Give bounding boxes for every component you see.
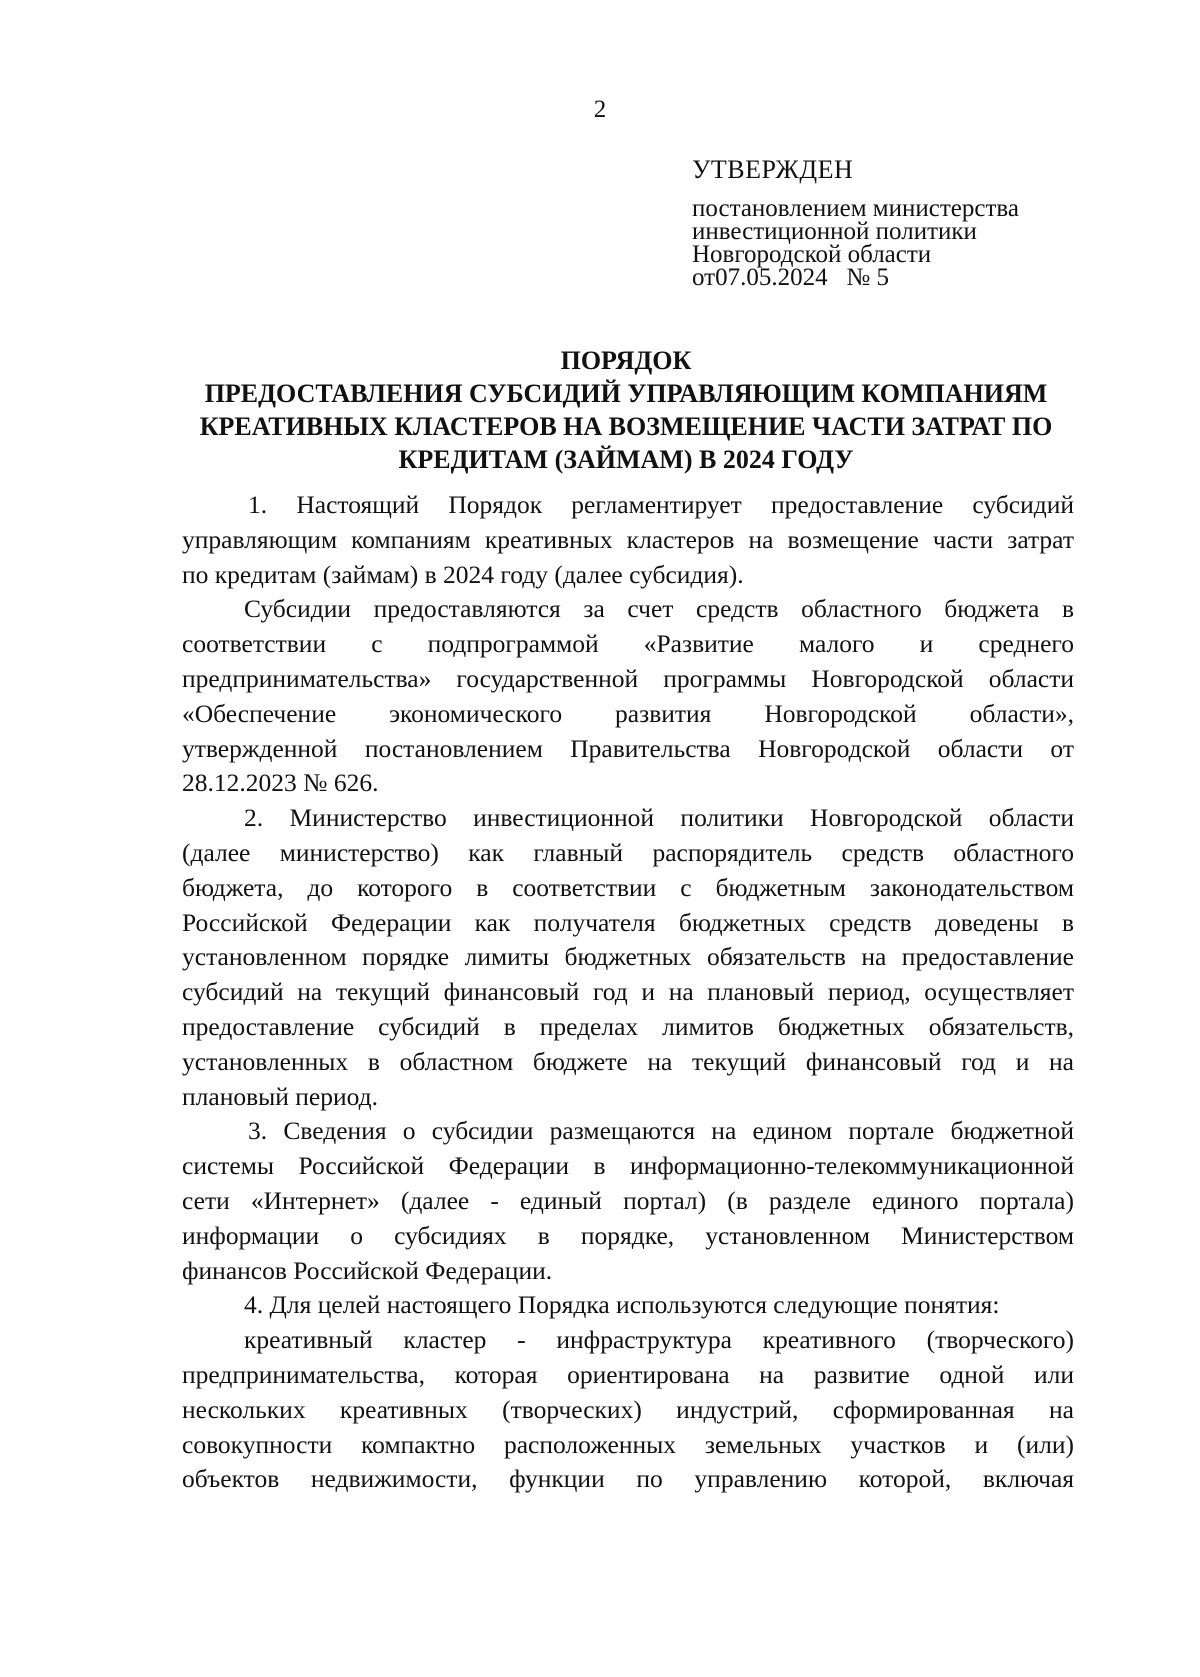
text-line: установленных в областном бюджете на текущий финансовый год и на: [182, 1046, 1074, 1076]
text-line: объектов недвижимости, функции по управлению которой, включая: [182, 1464, 1074, 1494]
heading-line: КРЕАТИВНЫХ КЛАСТЕРОВ НА ВОЗМЕЩЕНИЕ ЧАСТИ ЗАТРАТ ПО: [199, 412, 1053, 441]
text-line: Субсидии предоставляются за счет средств областного бюджета в: [244, 594, 1074, 624]
text-line: 1. Настоящий Порядок регламентирует предоставление субсидий: [248, 490, 1074, 519]
approval-title: УТВЕРЖДЕН: [692, 155, 854, 184]
text-line: (далее министерство) как главный распорядитель средств областного: [182, 837, 1074, 867]
heading-line: ПРЕДОСТАВЛЕНИЯ СУБСИДИЙ УПРАВЛЯЮЩИМ КОМПАНИЯМ: [204, 379, 1048, 408]
text-line: предоставление субсидий в пределах лимитов бюджетных обязательств,: [182, 1011, 1074, 1041]
paragraph-2: [182, 801, 1074, 1114]
text-line: 3. Сведения о субсидии размещаются на едином портале бюджетной: [248, 1116, 1074, 1146]
text-line: предпринимательства, которая ориентирована на развитие одной или: [182, 1359, 1074, 1389]
text-line: информации о субсидиях в порядке, установленном Министерством: [182, 1220, 1074, 1250]
approval-details: [692, 197, 1152, 289]
approval-line: постановлением министерства: [692, 195, 1019, 222]
text-line: 2. Министерство инвестиционной политики Новгородской области: [244, 803, 1074, 833]
text-line: 4. Для целей настоящего Порядка используются следующие понятия:: [244, 1290, 1000, 1320]
heading-line: КРЕДИТАМ (ЗАЙМАМ) В 2024 ГОДУ: [398, 445, 854, 474]
text-line: «Обеспечение экономического развития Новгородской области»,: [182, 698, 1074, 728]
approval-date-number: от07.05.2024 № 5: [692, 264, 889, 291]
text-line: соответствии с подпрограммой «Развитие малого и среднего: [182, 629, 1074, 659]
text-line: 28.12.2023 № 626.: [182, 768, 379, 798]
text-line: по кредитам (займам) в 2024 году (далее субсидия).: [182, 559, 744, 589]
text-line: бюджета, до которого в соответствии с бюджетным законодательством: [182, 872, 1074, 902]
document-heading: [160, 344, 1092, 476]
page-number: 2: [593, 96, 607, 123]
text-line: плановый период.: [182, 1081, 379, 1111]
text-line: креативный кластер - инфраструктура креативного (творческого): [244, 1325, 1074, 1355]
text-line: совокупности компактно расположенных земельных участков и (или): [182, 1429, 1074, 1459]
text-line: утвержденной постановлением Правительства Новгородской области от: [182, 733, 1074, 763]
approval-stamp: [692, 153, 1152, 289]
approval-line: Новгородской области: [692, 241, 932, 268]
paragraph-3: [182, 1114, 1074, 1288]
paragraph-1: [182, 488, 1074, 592]
text-line: установленном порядке лимиты бюджетных обязательств на предоставление: [182, 942, 1074, 972]
text-line: управляющим компаниям креативных кластеров на возмещение части затрат: [182, 524, 1074, 554]
text-line: предпринимательства» государственной программы Новгородской области: [182, 663, 1074, 693]
paragraph-1-funding: [182, 592, 1074, 801]
text-line: финансов Российской Федерации.: [182, 1255, 553, 1285]
text-line: нескольких креативных (творческих) индустрий, сформированная на: [182, 1394, 1074, 1424]
text-line: Российской Федерации как получателя бюджетных средств доведены в: [182, 907, 1074, 937]
approval-line: инвестиционной политики: [692, 218, 977, 245]
text-line: субсидий на текущий финансовый год и на плановый период, осуществляет: [182, 977, 1074, 1007]
text-line: сети «Интернет» (далее - единый портал) (в разделе единого портала): [182, 1185, 1074, 1215]
paragraph-4: [182, 1288, 1074, 1323]
heading-title: ПОРЯДОК: [560, 346, 692, 375]
text-line: системы Российской Федерации в информационно-телекоммуникационной: [182, 1151, 1074, 1181]
definition-creative-cluster: [182, 1323, 1074, 1497]
document-body: [182, 488, 1074, 1497]
